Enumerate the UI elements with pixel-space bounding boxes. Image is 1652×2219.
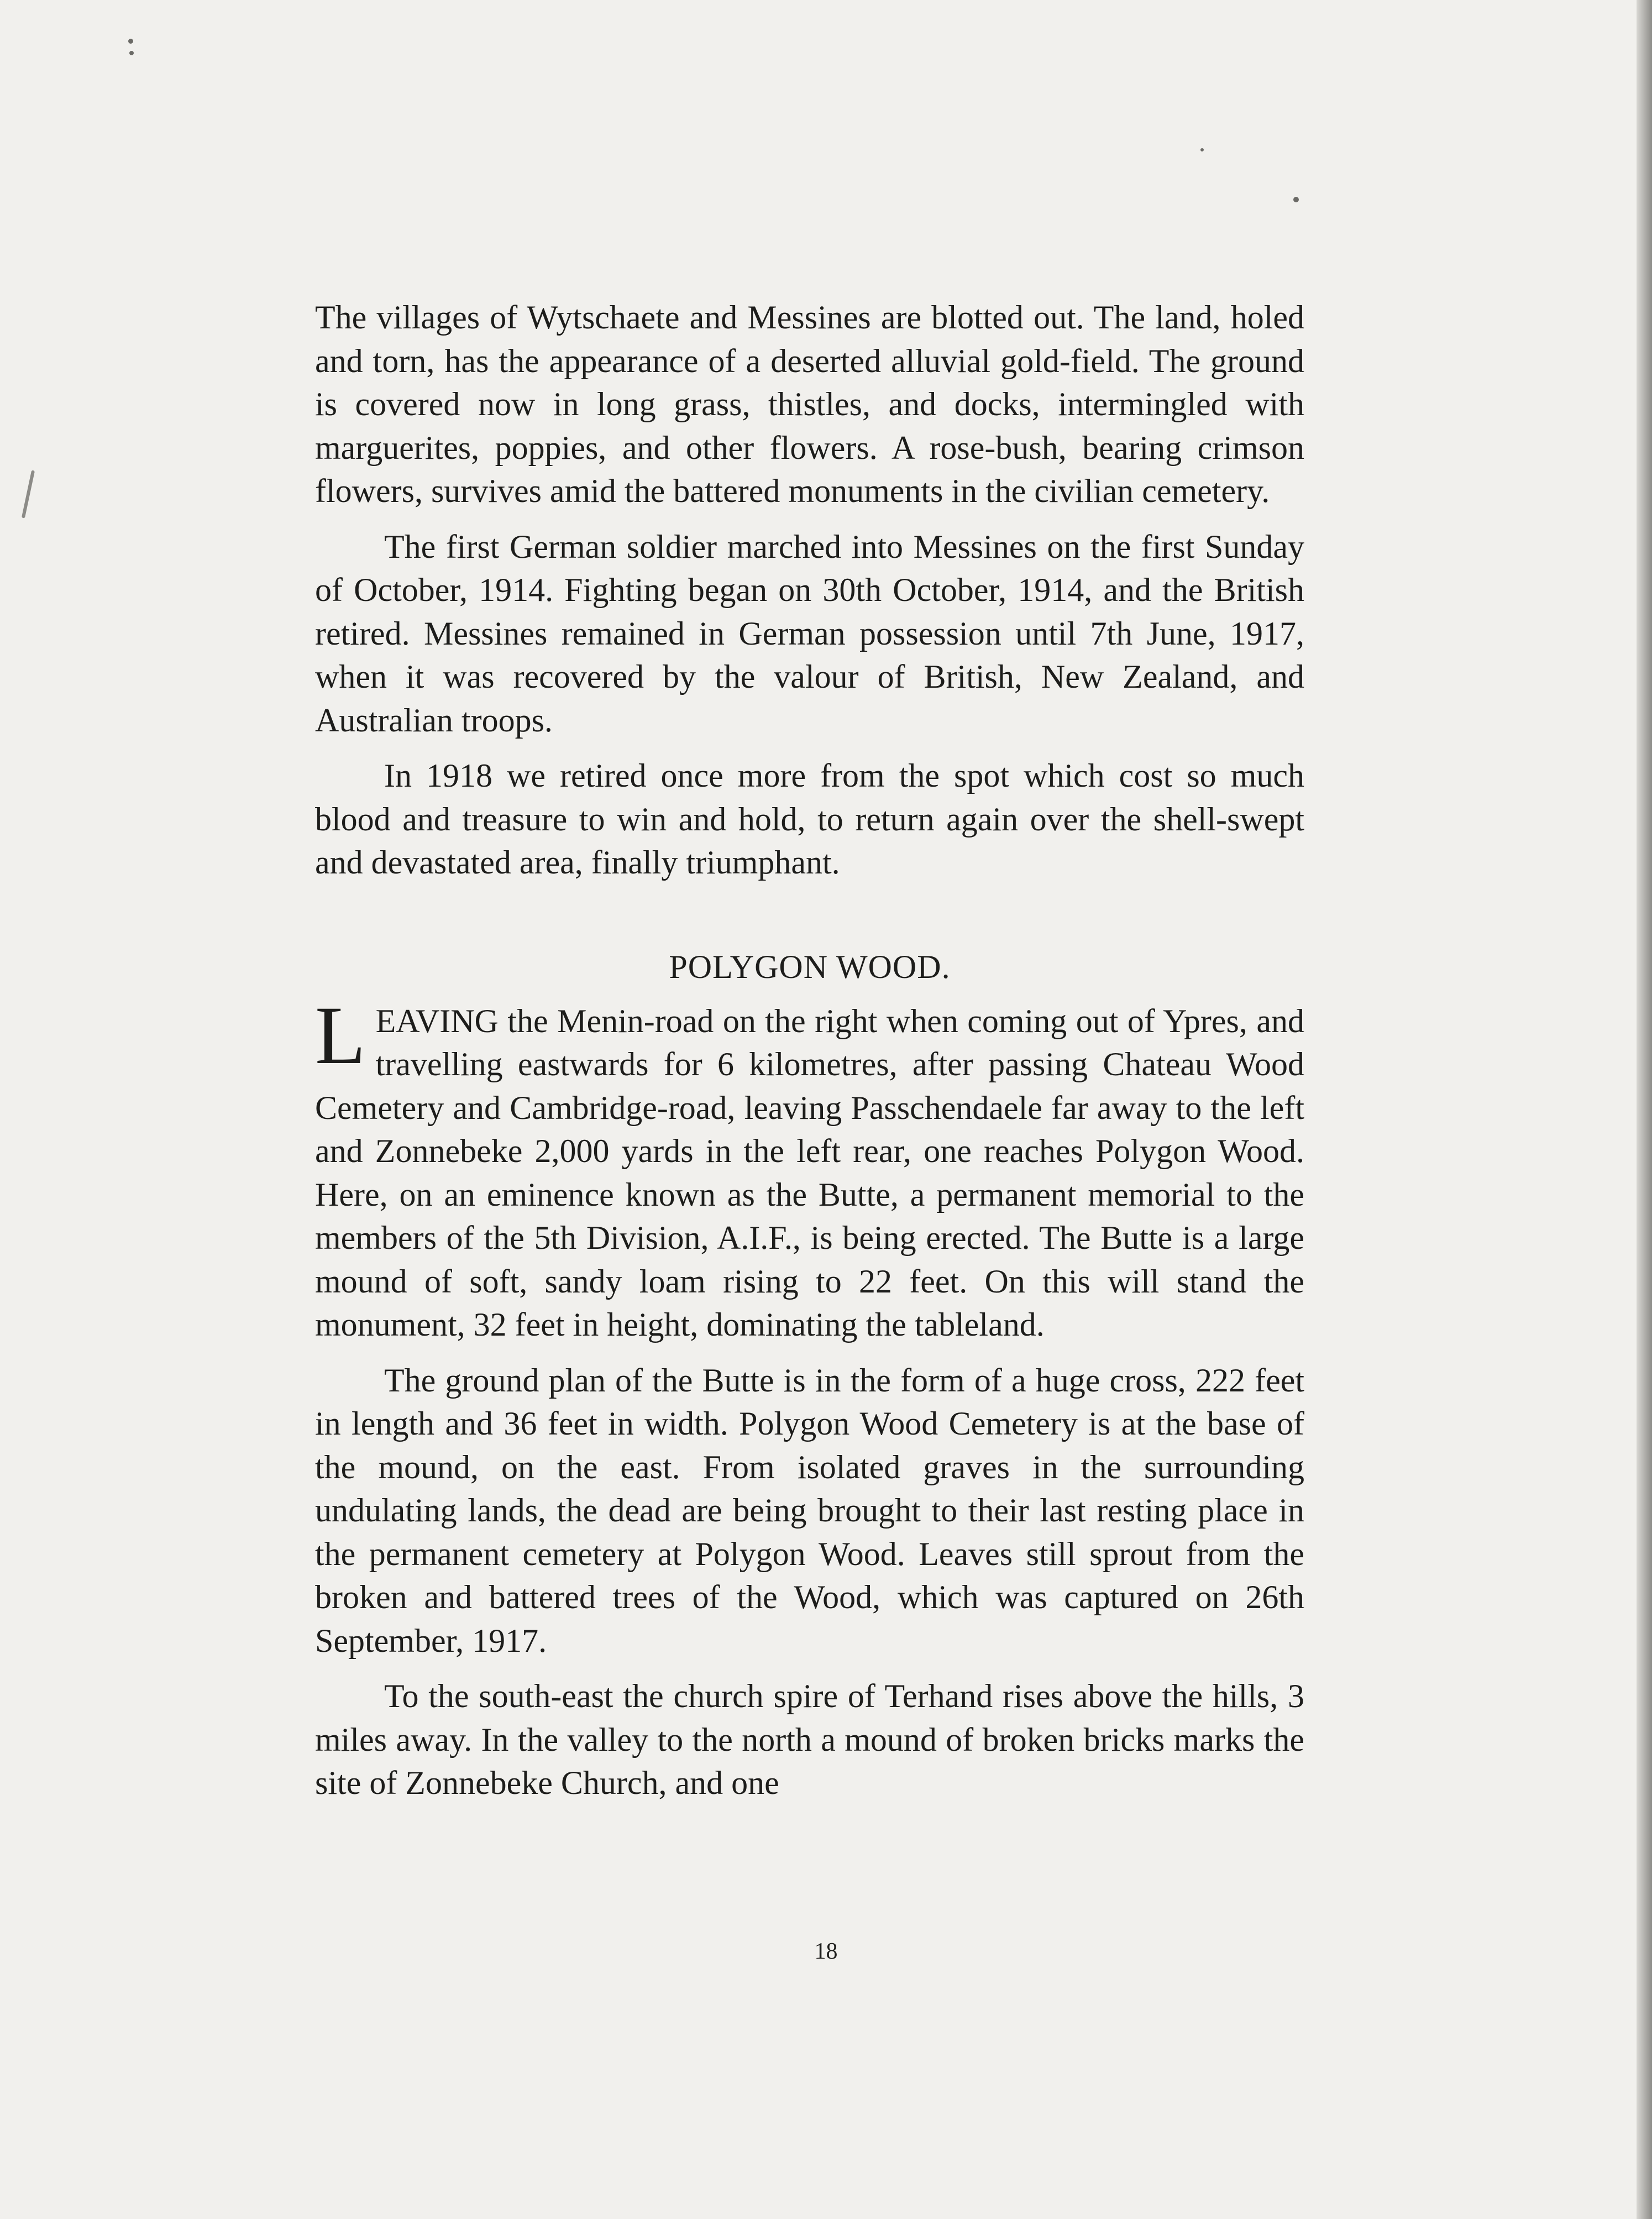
paper-speck bbox=[1200, 148, 1204, 151]
paragraph-1918-retreat: In 1918 we retired once more from the spot which cost so much blood and treasure to win and hold, to return again over the shell-swept and devastated area, finally triumphant. bbox=[315, 757, 1304, 881]
paragraph-villages: The villages of Wytschaete and Messines are blotted out. The land, holed and torn, has the appearance of a deserted alluvial gold-field. The ground is covered now in long grass, thistles, and docks, intermingled with marguerites, poppies, and other flowers. A rose-bush, bearing crimson flowers, survives amid the battered monuments in the civilian cemetery. bbox=[315, 299, 1304, 509]
page-edge-shadow bbox=[1637, 0, 1652, 2219]
paper-speck bbox=[128, 39, 133, 44]
paper-speck bbox=[129, 51, 134, 55]
page-body bbox=[315, 296, 1304, 1805]
paper-speck bbox=[1293, 197, 1299, 202]
paragraph-leaving-menin-road-text: EAVING the Menin-road on the right when coming out of Ypres, and travelling eastwards for 6 kilometres, after passing Chateau Wood Cemetery and Cambridge-road, leaving Passchendaele far away to the left and Zonnebeke 2,000 yards in the left rear, one reaches Polygon Wood. Here, on an eminence known as the Butte, a permanent memorial to the members of the 5th Division, A.I.F., is being erected. The Butte is a large mound of soft, sandy loam rising to 22 feet. On this will stand the monument, 32 feet in height, dominating the tableland. bbox=[315, 1002, 1304, 1343]
paragraph-ground-plan: The ground plan of the Butte is in the form of a huge cross, 222 feet in length and 36 feet in width. Polygon Wood Cemetery is at the base of the mound, on the east. From isolated graves in the surrounding undulating lands, the dead are being brought to their last resting place in the permanent cemetery at Polygon Wood. Leaves still sprout from the broken and battered trees of the Wood, which was captured on 26th September, 1917. bbox=[315, 1362, 1304, 1659]
paragraph-leaving-menin-road bbox=[315, 989, 1304, 1347]
paragraph-south-east: To the south-east the church spire of Terhand rises above the hills, 3 miles away. In the valley to the north a mound of broken bricks marks the site of Zonnebeke Church, and one bbox=[315, 1678, 1304, 1801]
paragraph-german-soldier: The first German soldier marched into Messines on the first Sunday of October, 1914. Fighting began on 30th October, 1914, and the British retired. Messines remained in German possession until 7th June, 1917, when it was recovered by the valour of British, New Zealand, and Australian troops. bbox=[315, 528, 1304, 739]
page-number: 18 bbox=[814, 1939, 838, 1964]
margin-pencil-mark bbox=[22, 470, 35, 518]
section-heading-polygon-wood: POLYGON WOOD. bbox=[669, 948, 951, 985]
drop-cap-letter: L bbox=[315, 989, 366, 1081]
